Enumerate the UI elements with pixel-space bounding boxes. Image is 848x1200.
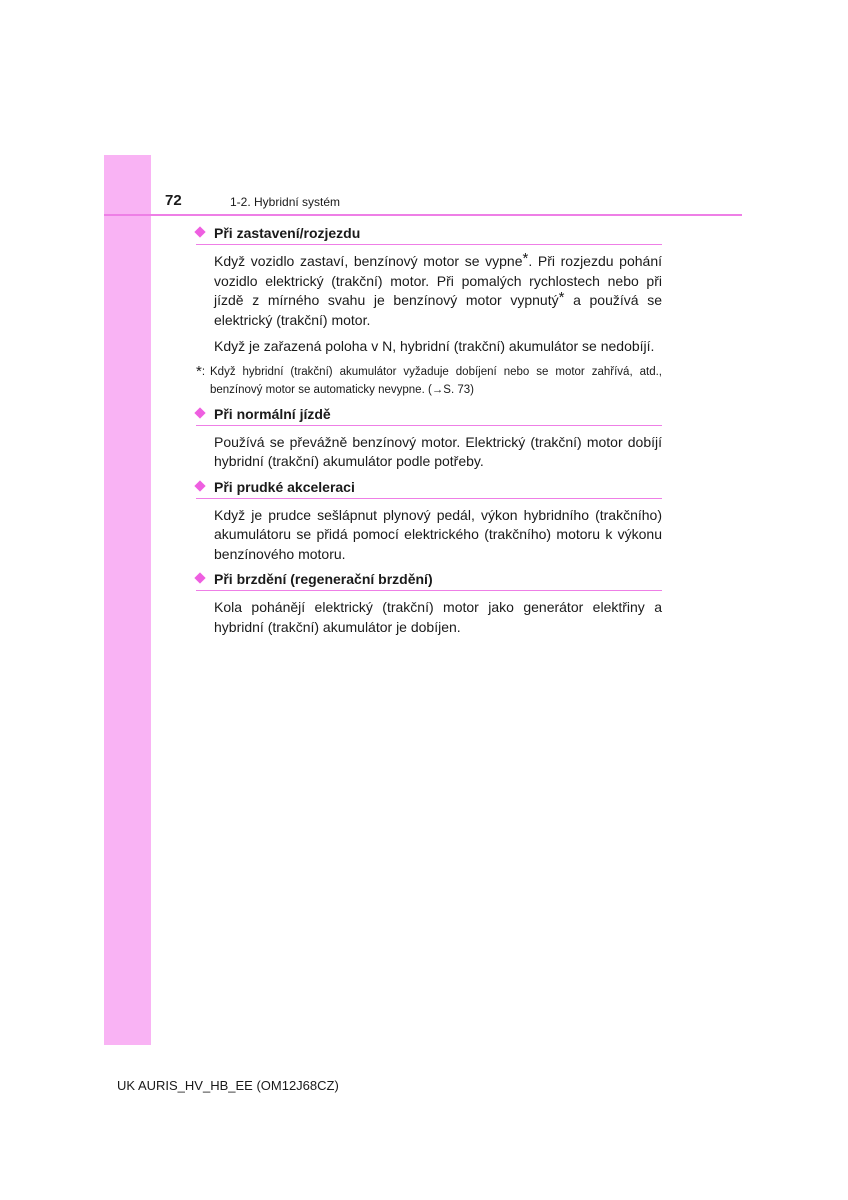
section-normal-driving (196, 403, 662, 472)
section-heading: Při brzdění (regenerační brzdění) (196, 568, 662, 591)
document-code: UK AURIS_HV_HB_EE (OM12J68CZ) (117, 1078, 339, 1093)
paragraph: Kola pohánějí elektrický (trakční) motor jako generátor elektřiny a hybridní (trakční) akumulátor je dobíjen. (214, 599, 662, 635)
section-hard-acceleration (196, 476, 662, 565)
chapter-side-tab (104, 155, 151, 1045)
asterisk-marker: * (558, 289, 565, 306)
diamond-bullet-icon (194, 480, 205, 491)
paragraph: Používá se převážně benzínový motor. Elektrický (trakční) motor dobíjí hybridní (trakční) akumulátor podle potřeby. (214, 433, 662, 469)
section-stop-start (196, 222, 662, 399)
section-regenerative-braking (196, 568, 662, 637)
section-heading: Při zastavení/rozjezdu (196, 222, 662, 245)
header-divider (104, 214, 742, 216)
section-heading: Při prudké akceleraci (196, 476, 662, 499)
page-content (196, 222, 662, 637)
paragraph: Když je zařazená poloha v N, hybridní (trakční) akumulátor se nedobíjí. (214, 338, 655, 354)
diamond-bullet-icon (194, 407, 205, 418)
section-heading: Při normální jízdě (196, 403, 662, 426)
asterisk-marker: * (522, 250, 529, 267)
diamond-bullet-icon (194, 226, 205, 237)
paragraph: Když je prudce sešlápnut plynový pedál, výkon hybridního (trakčního) akumulátoru se přidá pomocí elektrického (trakčního) motoru k výkonu benzínového motoru. (214, 506, 662, 562)
diamond-bullet-icon (194, 572, 205, 583)
paragraph: Když vozidlo zastaví, benzínový motor se vypne*. Při rozjezdu pohání vozidlo elektrický (trakční) motor. Při pomalých rychlostech nebo při jízdě z mírného svahu je benzínový motor vypnutý* a používá se elektrický (trakční) motor. (214, 250, 663, 328)
footnote-mark: *: (196, 362, 206, 380)
page-number: 72 (165, 192, 182, 209)
footnote-text: Když hybridní (trakční) akumulátor vyžaduje dobíjení nebo se motor zahřívá, atd., benzínový motor se automaticky nevypne. (→S. 73) (210, 365, 662, 396)
section-title: 1-2. Hybridní systém (230, 195, 341, 209)
footnote (196, 363, 662, 399)
